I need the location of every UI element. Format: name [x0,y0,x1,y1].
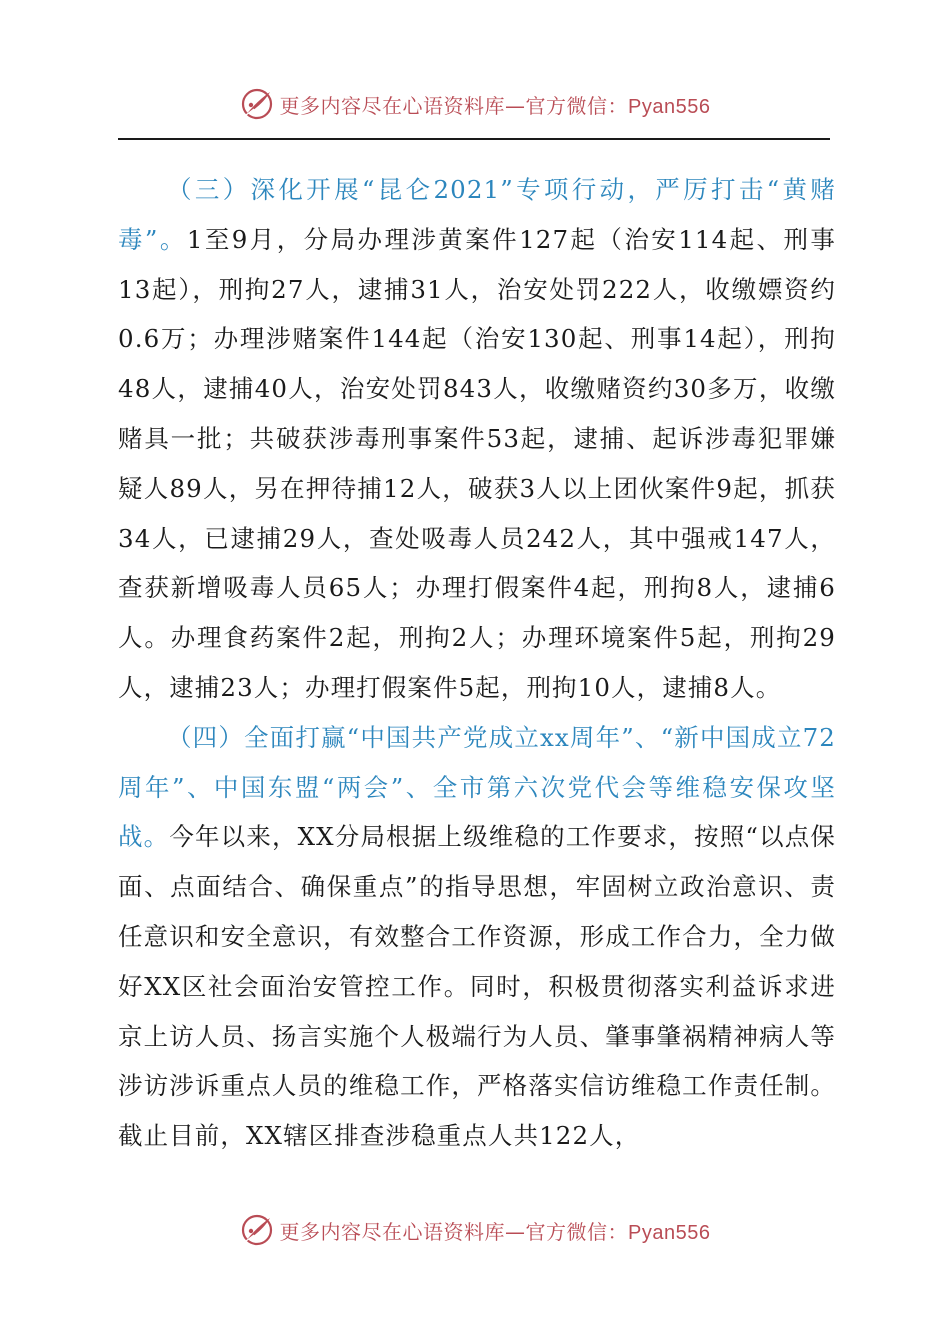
paragraph-section-3 [118,165,836,713]
banner-wechat-label: 官方微信： [525,1219,629,1244]
quill-logo-icon [240,1213,274,1247]
banner-wechat-id: Pyan556 [628,95,711,118]
banner-site-name: 更多内容尽在心语资料库 [279,93,506,118]
banner-wechat-label: 官方微信： [525,93,629,118]
banner-dash: — [505,1219,526,1244]
banner-text [280,90,711,119]
banner-wechat-id: Pyan556 [628,1221,711,1244]
section-3-heading: （三）深化开展“昆仑2021”专项行动，严厉打击“黄赌毒”。 [118,175,836,254]
document-body [118,165,836,1161]
banner-site-name: 更多内容尽在心语资料库 [279,1219,506,1244]
footer-banner [0,1210,950,1250]
paragraph-section-4 [118,713,836,1161]
header-banner [0,84,950,124]
section-4-body: 今年以来，XX分局根据上级维稳的工作要求，按照“以点保面、点面结合、确保重点”的指导思想，牢固树立政治意识、责任意识和安全意识，有效整合工作资源，形成工作合力，全力做好XX区社会面治安管控工作。同时，积极贯彻落实利益诉求进京上访人员、扬言实施个人极端行为人员、肇事肇祸精神病人等涉访涉诉重点人员的维稳工作，严格落实信访维稳工作责任制。截止目前，XX辖区排查涉稳重点人共122人， [118,822,836,1151]
quill-logo-icon [240,87,274,121]
section-3-body: 1至9月，分局办理涉黄案件127起（治安114起、刑事13起），刑拘27人，逮捕31人，治安处罚222人，收缴嫖资约0.6万；办理涉赌案件144起（治安130起、刑事14起），刑拘48人，逮捕40人，治安处罚843人，收缴赌资约30多万，收缴赌具一批；共破获涉毒刑事案件53起，逮捕、起诉涉毒犯罪嫌疑人89人，另在押待捕12人，破获3人以上团伙案件9起，抓获34人，已逮捕29人，查处吸毒人员242人，其中强戒147人，查获新增吸毒人员65人；办理打假案件4起，刑拘8人，逮捕6人。办理食药案件2起，刑拘2人；办理环境案件5起，刑拘29人，逮捕23人；办理打假案件5起，刑拘10人，逮捕8人。 [118,224,837,702]
header-rule [118,138,830,140]
banner-text [280,1216,711,1245]
banner-dash: — [505,93,526,118]
section-4-heading: （四）全面打赢“中国共产党成立xx周年”、“新中国成立72周年”、中国东盟“两会”、全市第六次党代会等维稳安保攻坚战。 [118,722,836,852]
